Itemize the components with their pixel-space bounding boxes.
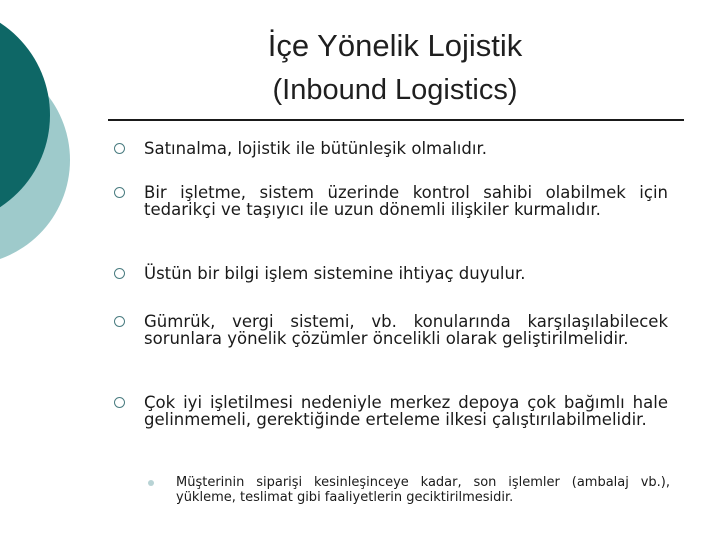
slide-title: İçe Yönelik Lojistik <box>267 28 523 63</box>
sub-bullet-text: Müşterinin siparişi kesinleşinceye kadar, son işlemler (ambalaj vb.), yükleme, teslimat gibi faaliyetlerin geciktirilmesidir. <box>176 475 670 505</box>
decorative-circles <box>0 0 120 300</box>
bullet-text: Bir işletme, sistem üzerinde kontrol sahibi olabilmek için tedarikçi ve taşıyıcı ile uzun dönemli ilişkiler kurmalıdır. <box>144 183 668 219</box>
title-divider <box>108 119 684 121</box>
bullet-text: Satınalma, lojistik ile bütünleşik olmalıdır. <box>144 139 487 158</box>
bullet-text: Üstün bir bilgi işlem sistemine ihtiyaç duyulur. <box>144 264 526 283</box>
bullet-text: Çok iyi işletilmesi nedeniyle merkez depoya çok bağımlı hale gelinmemeli, gerektiğinde erteleme ilkesi çalıştırılabilmelidir. <box>144 393 668 429</box>
ring-bullet-icon <box>114 397 125 408</box>
ring-bullet-icon <box>114 268 125 279</box>
ring-bullet-icon <box>114 187 125 198</box>
dot-bullet-icon <box>148 480 154 486</box>
ring-bullet-icon <box>114 143 125 154</box>
slide-subtitle: (Inbound Logistics) <box>272 74 518 106</box>
ring-bullet-icon <box>114 316 125 327</box>
bullet-text: Gümrük, vergi sistemi, vb. konularında karşılaşılabilecek sorunlara yönelik çözümler öncelikli olarak geliştirilmelidir. <box>144 312 668 348</box>
